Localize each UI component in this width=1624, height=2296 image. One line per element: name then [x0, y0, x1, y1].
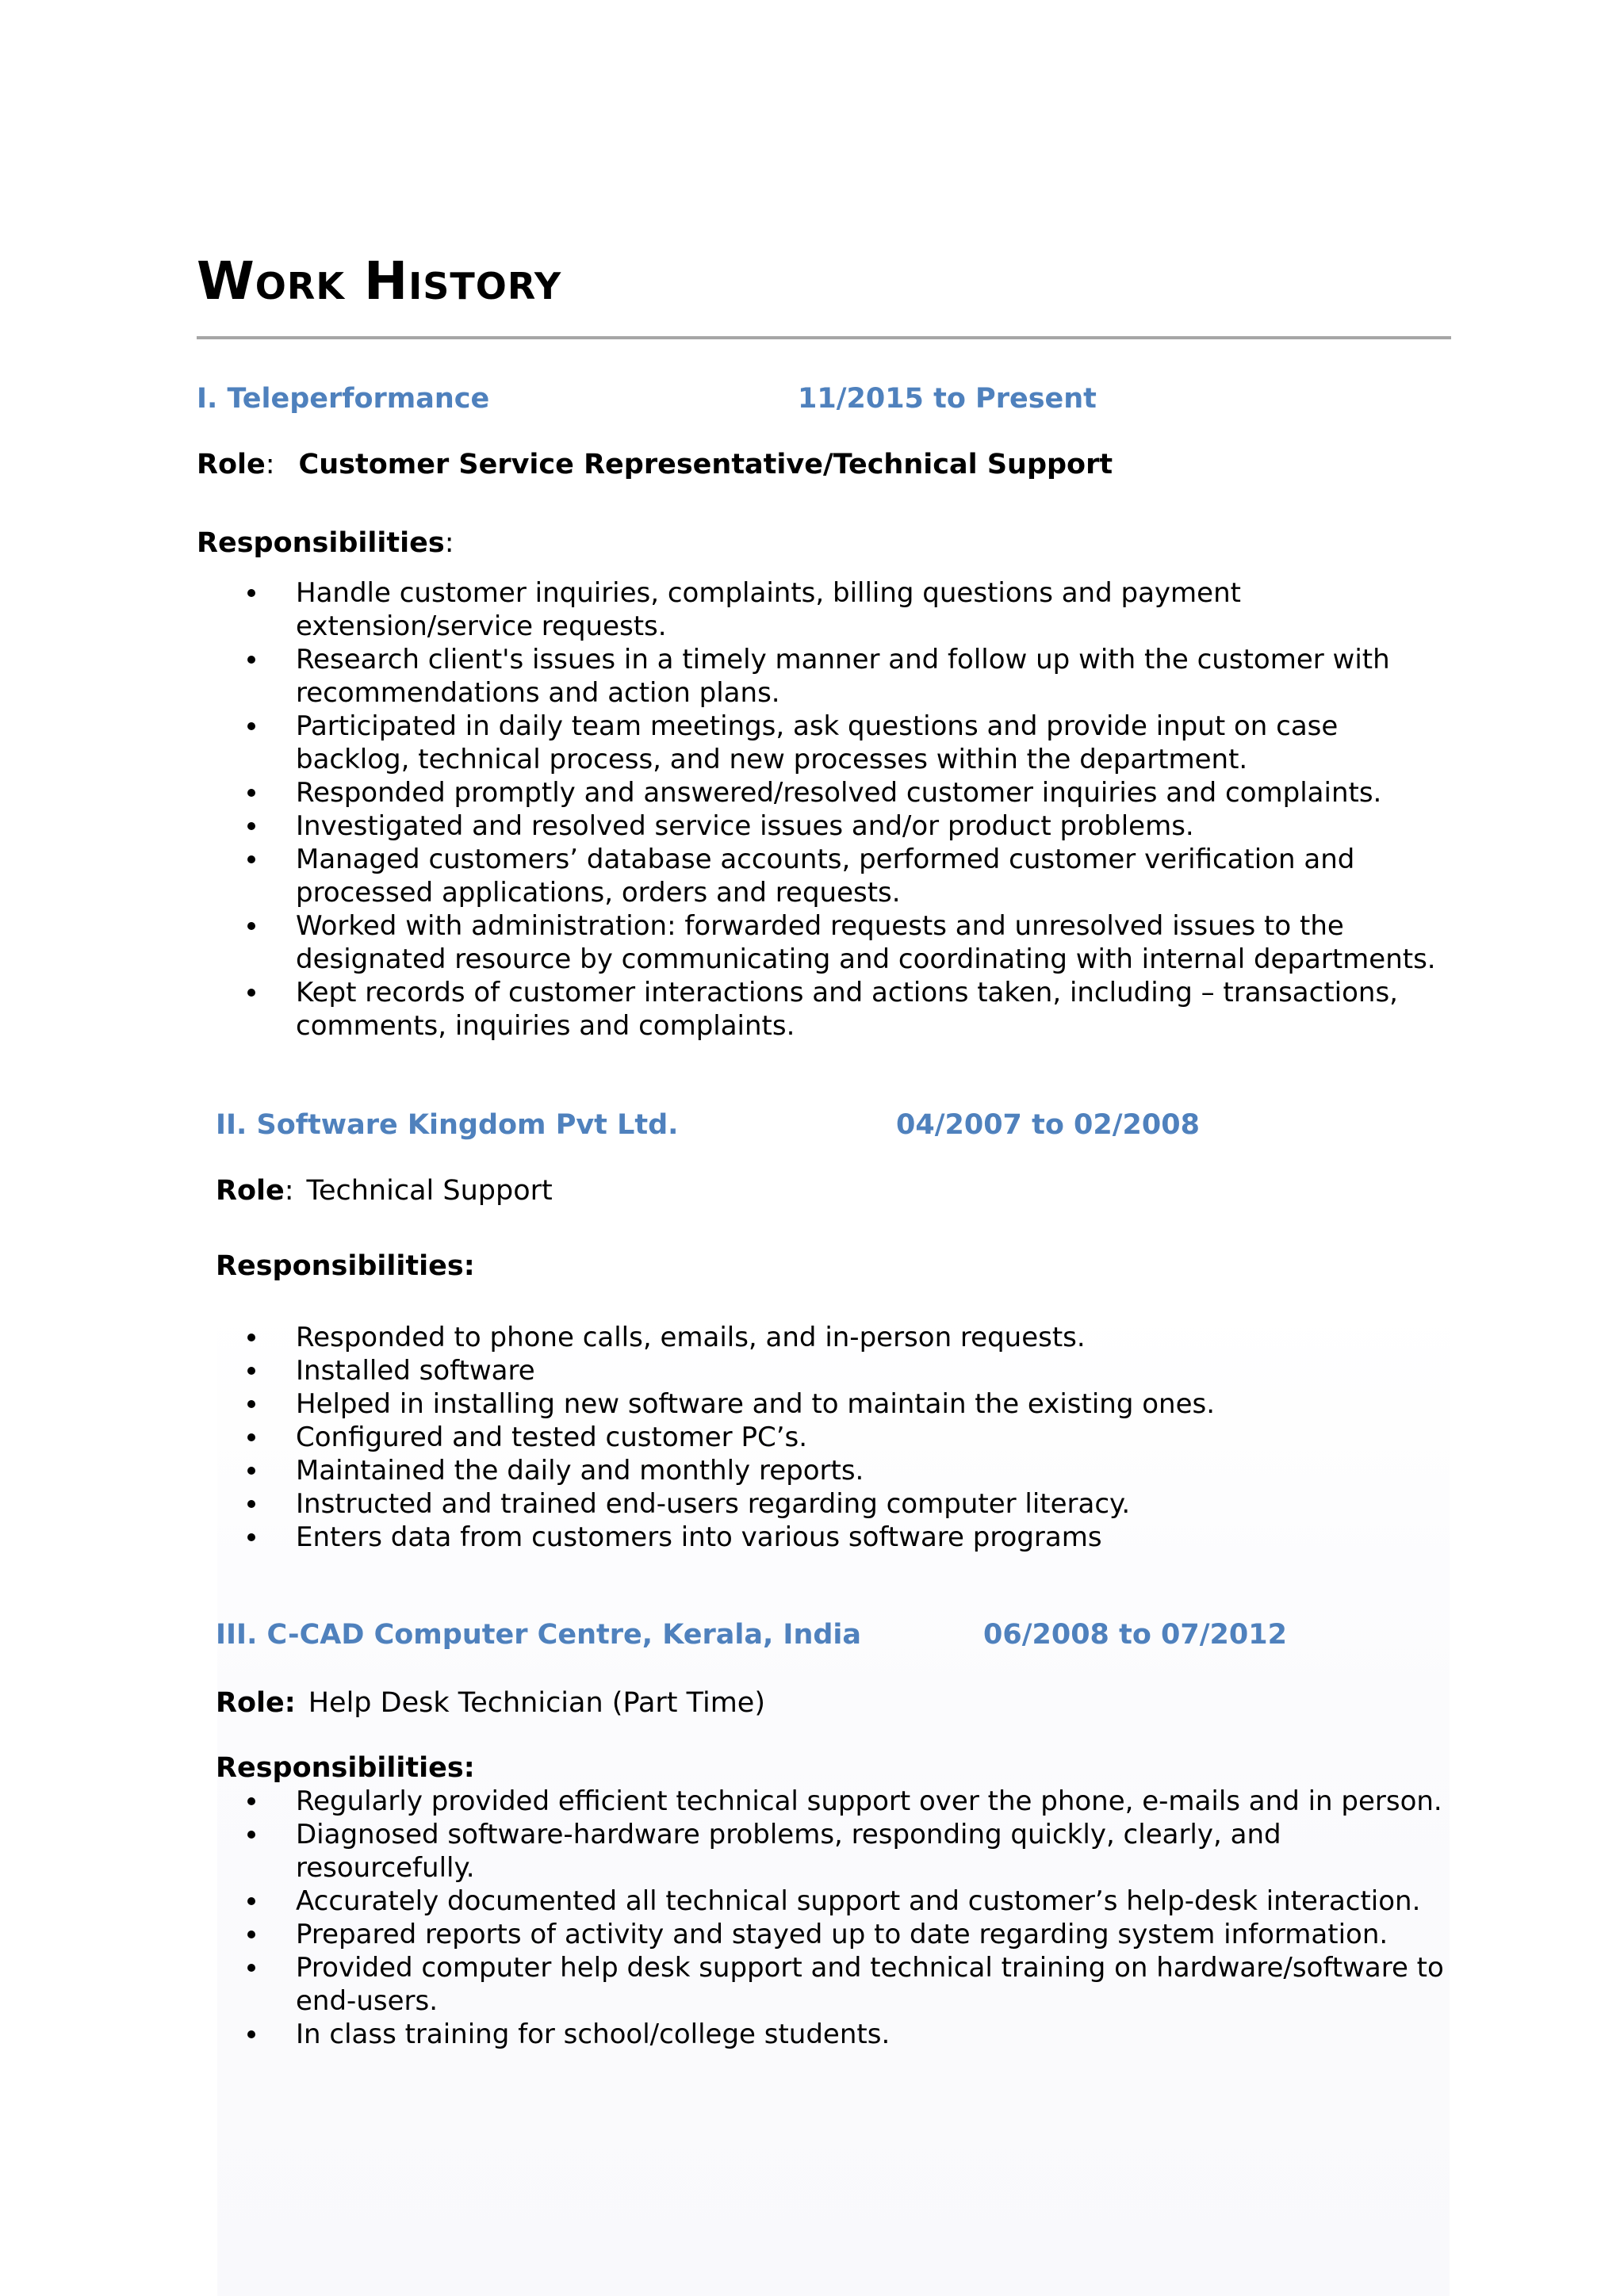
responsibilities-label	[197, 527, 454, 559]
responsibilities-list	[0, 1785, 1454, 2051]
heading-rule	[197, 336, 1451, 339]
role-label: Role	[197, 449, 266, 480]
list-item: Maintained the daily and monthly reports.	[0, 1454, 1454, 1487]
bullet-icon	[247, 722, 255, 730]
bullet-icon	[247, 1831, 255, 1839]
company-name: III. C-CAD Computer Centre, Kerala, India	[216, 1619, 862, 1651]
bullet-icon	[247, 1897, 255, 1905]
responsibilities-list	[0, 1321, 1454, 1554]
role-separator: :	[284, 1175, 294, 1207]
list-item: Regularly provided efficient technical support over the phone, e-mails and in person.	[0, 1785, 1454, 1818]
list-item: Participated in daily team meetings, ask questions and provide input on case backlog, technical process, and new processes within the department.	[0, 710, 1454, 776]
list-item: Prepared reports of activity and stayed up to date regarding system information.	[0, 1918, 1454, 1951]
responsibilities-list	[0, 576, 1454, 1043]
bullet-icon	[247, 656, 255, 664]
responsibilities-label: Responsibilities:	[216, 1752, 475, 1784]
bullet-icon	[247, 589, 255, 597]
list-item: Configured and tested customer PC’s.	[0, 1421, 1454, 1454]
bullet-icon	[247, 1400, 255, 1408]
employment-dates: 04/2007 to 02/2008	[896, 1109, 1200, 1141]
bullet-icon	[247, 1467, 255, 1475]
list-item: Diagnosed software-hardware problems, responding quickly, clearly, and resourcefully.	[0, 1818, 1454, 1885]
bullet-icon	[247, 1500, 255, 1508]
list-item: Worked with administration: forwarded requests and unresolved issues to the designated resource by communicating and coordinating with internal departments.	[0, 909, 1454, 976]
list-item: Helped in installing new software and to maintain the existing ones.	[0, 1387, 1454, 1421]
role-label: Role	[216, 1175, 285, 1207]
bullet-icon	[247, 1334, 255, 1341]
bullet-icon	[247, 989, 255, 997]
list-item: Research client's issues in a timely manner and follow up with the customer with recommendations and action plans.	[0, 643, 1454, 710]
role-line	[216, 1689, 765, 1717]
responsibilities-label-text: Responsibilities	[197, 527, 445, 559]
role-label: Role:	[216, 1687, 296, 1719]
list-item: Handle customer inquiries, complaints, billing questions and payment extension/service requests.	[0, 576, 1454, 643]
role-separator: :	[265, 449, 275, 480]
section-heading: Work History	[197, 251, 562, 312]
company-name: I. Teleperformance	[197, 383, 490, 415]
list-item: Managed customers’ database accounts, performed customer verification and processed applications, orders and requests.	[0, 843, 1454, 909]
bullet-icon	[247, 2030, 255, 2038]
bullet-icon	[247, 855, 255, 863]
list-item: Enters data from customers into various software programs	[0, 1521, 1454, 1554]
employment-dates: 06/2008 to 07/2012	[983, 1619, 1287, 1651]
role-value: Help Desk Technician (Part Time)	[308, 1687, 765, 1719]
bullet-icon	[247, 822, 255, 830]
employment-dates: 11/2015 to Present	[798, 383, 1097, 415]
list-item: Installed software	[0, 1354, 1454, 1387]
responsibilities-label: Responsibilities:	[216, 1250, 475, 1282]
list-item: Instructed and trained end-users regarding computer literacy.	[0, 1487, 1454, 1521]
responsibilities-separator: :	[444, 527, 454, 559]
bullet-icon	[247, 1367, 255, 1375]
list-item: Responded to phone calls, emails, and in-person requests.	[0, 1321, 1454, 1354]
role-line	[216, 1177, 553, 1205]
bullet-icon	[247, 1533, 255, 1541]
bullet-icon	[247, 922, 255, 930]
list-item: Responded promptly and answered/resolved customer inquiries and complaints.	[0, 776, 1454, 809]
company-name: II. Software Kingdom Pvt Ltd.	[216, 1109, 679, 1141]
list-item: Investigated and resolved service issues and/or product problems.	[0, 809, 1454, 843]
bullet-icon	[247, 1931, 255, 1938]
list-item: Kept records of customer interactions and actions taken, including – transactions, comments, inquiries and complaints.	[0, 976, 1454, 1043]
bullet-icon	[247, 1797, 255, 1805]
role-value: Technical Support	[306, 1175, 553, 1207]
list-item: Provided computer help desk support and technical training on hardware/software to end-users.	[0, 1951, 1454, 2018]
role-value: Customer Service Representative/Technical Support	[298, 449, 1113, 480]
bullet-icon	[247, 1964, 255, 1972]
bullet-icon	[247, 789, 255, 797]
list-item: Accurately documented all technical support and customer’s help-desk interaction.	[0, 1885, 1454, 1918]
list-item: In class training for school/college students.	[0, 2018, 1454, 2051]
role-line	[197, 451, 1113, 479]
bullet-icon	[247, 1433, 255, 1441]
